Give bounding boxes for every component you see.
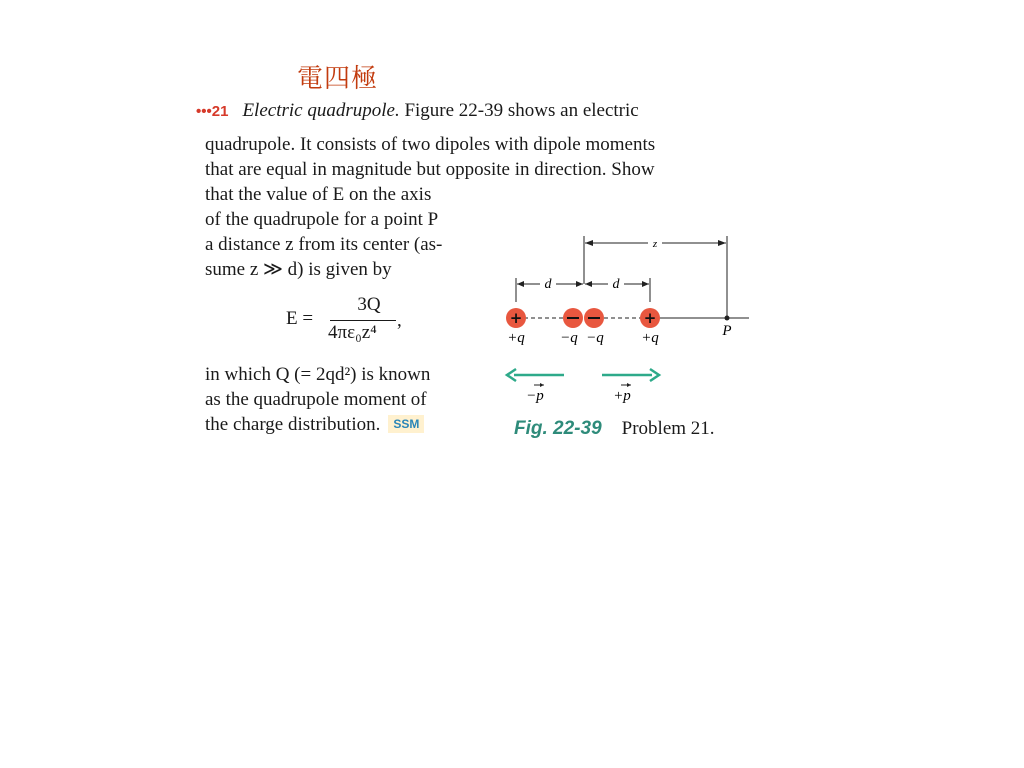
plus-sign-right: +: [643, 309, 657, 327]
quadrupole-figure: [496, 230, 756, 410]
problem-line-9: as the quadrupole moment of: [205, 389, 427, 410]
charge-label-1: +q: [507, 330, 525, 346]
d-right-arrow-a: [585, 281, 592, 287]
problem-title: Electric quadrupole.: [242, 100, 400, 121]
point-p-dot: [725, 316, 730, 321]
charge-label-2: −q: [560, 330, 578, 346]
figure-caption-text: Problem 21.: [621, 418, 715, 439]
d-right-arrow-b: [642, 281, 649, 287]
problem-line-8: in which Q (= 2qd²) is known: [205, 364, 431, 385]
formula-lhs: E =: [286, 308, 314, 329]
figure-caption-label: Fig. 22-39: [514, 418, 602, 439]
z-arrowhead-left: [585, 240, 593, 246]
charge-label-4: +q: [641, 330, 659, 346]
dipole-label-right: +p: [613, 388, 631, 404]
problem-line-2: quadrupole. It consists of two dipoles with dipole moments: [205, 134, 656, 155]
formula-denominator: 4πε₀z⁴: [328, 322, 377, 343]
dipole-label-left: −p: [526, 388, 544, 404]
problem-line-7: sume z ≫ d) is given by: [205, 259, 392, 280]
d-left-arrow-a: [517, 281, 524, 287]
d-left-arrow-b: [576, 281, 583, 287]
problem-line-6: a distance z from its center (as-: [205, 234, 443, 255]
ssm-badge[interactable]: SSM: [388, 415, 424, 433]
problem-block: [196, 96, 756, 456]
problem-line-10-wrap: [205, 413, 424, 437]
vector-head-left: [540, 383, 544, 387]
problem-line-4: that the value of E on the axis: [205, 184, 432, 205]
slide-title: 電四極: [297, 64, 379, 94]
problem-line-1: Figure 22-39 shows an electric: [399, 100, 639, 121]
point-p-label: P: [722, 323, 732, 339]
z-label: z: [652, 238, 658, 250]
problem-line-10: the charge distribution.: [205, 414, 381, 435]
formula-trailing: ,: [397, 310, 402, 331]
formula-numerator: 3Q: [357, 294, 381, 315]
problem-line-5: of the quadrupole for a point P: [205, 209, 439, 230]
problem-heading: [196, 99, 756, 124]
figure-caption: [514, 418, 715, 440]
problem-number: •••21: [196, 103, 229, 120]
charge-label-3: −q: [586, 330, 604, 346]
d-right-label: d: [612, 277, 620, 292]
vector-head-right: [627, 383, 631, 387]
d-left-label: d: [544, 277, 552, 292]
fraction-bar: [330, 320, 396, 321]
problem-line-3: that are equal in magnitude but opposite in direction. Show: [205, 159, 655, 180]
plus-sign-left: +: [509, 309, 523, 327]
z-arrowhead-right: [718, 240, 726, 246]
